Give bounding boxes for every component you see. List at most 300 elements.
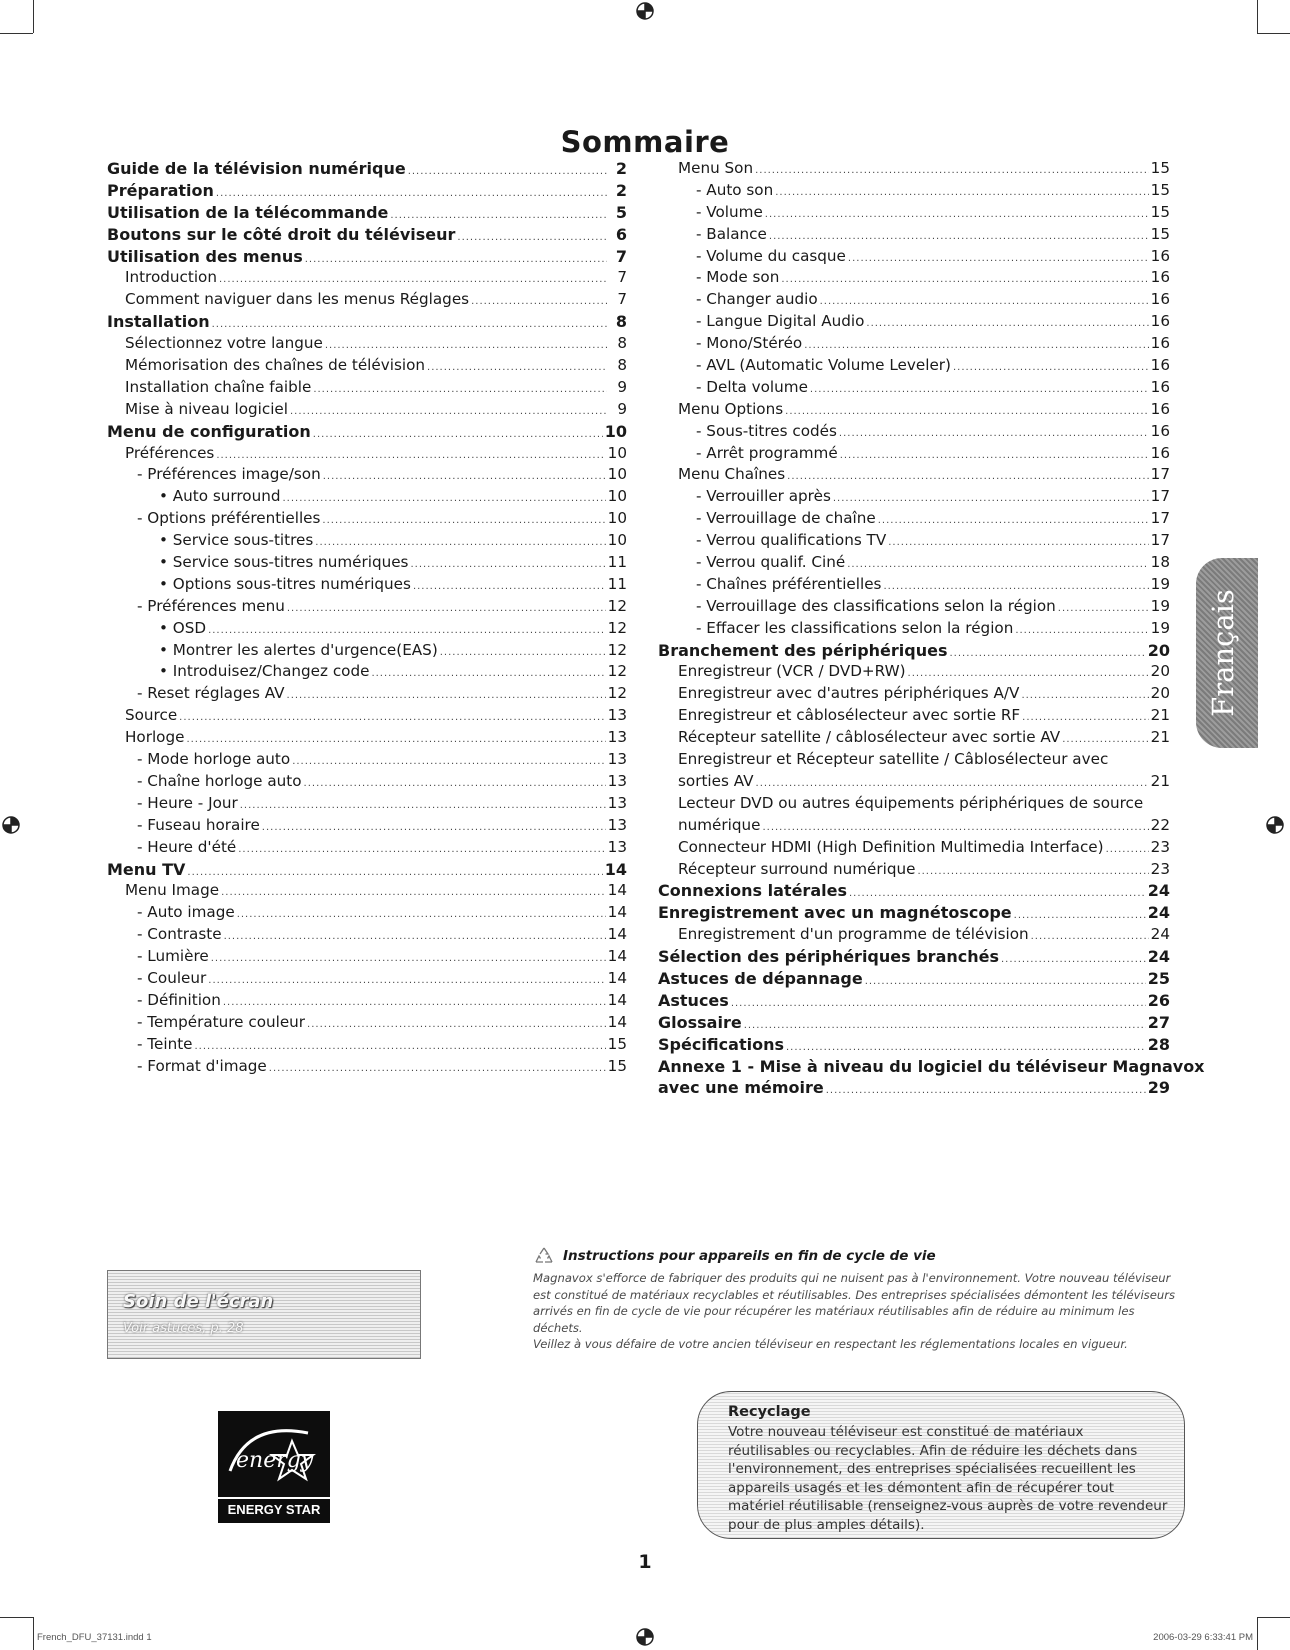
toc-entry-title: Menu de configuration [107,421,311,441]
toc-entry-page: 14 [607,947,627,966]
toc-entry-page: 16 [1150,399,1170,418]
toc-entry-page: 16 [1150,246,1170,265]
toc-dot-leader [315,532,605,554]
toc-dot-leader [195,1036,606,1058]
recycling-heading: Recyclage [728,1404,811,1420]
toc-entry-page: 12 [607,618,627,637]
toc-entry-page: 19 [1150,618,1170,637]
toc-entry-title: avec une mémoire [658,1078,824,1098]
toc-entry [658,552,1170,574]
toc-entry [658,924,1170,946]
toc-entry [658,596,1170,618]
toc-dot-leader [804,335,1148,357]
crop-mark [1257,33,1290,34]
toc-entry [658,683,1170,705]
toc-entry-title: • Auto surround [159,487,281,506]
toc-entry-page: 16 [1150,443,1170,462]
toc-entry [658,1077,1170,1099]
toc-entry-title: - Chaînes préférentielles [696,574,882,593]
toc-entry-title: - Effacer les classifications selon la région [696,618,1014,637]
toc-entry-title: Mise à niveau logiciel [125,399,288,418]
toc-entry [107,246,627,268]
toc-dot-leader [371,663,605,685]
toc-entry-title: Enregistreur (VCR / DVD+RW) [678,662,906,681]
toc-entry-page: 23 [1150,859,1170,878]
toc-entry [107,990,627,1012]
toc-entry [107,1056,627,1078]
toc-dot-leader [313,379,607,401]
toc-entry-page: 16 [1150,356,1170,375]
toc-dot-leader [305,249,607,271]
toc-entry-title: Comment naviguer dans les menus Réglages [125,290,470,309]
toc-entry-title: - Verrouiller après [696,487,831,506]
toc-dot-leader [756,773,1149,795]
toc-entry-title: • Options sous-titres numériques [159,574,411,593]
toc-entry-page: 9 [617,399,627,418]
toc-entry-page: 11 [607,574,627,593]
toc-entry [658,158,1170,180]
toc-entry [107,618,627,640]
toc-entry-title: Utilisation de la télécommande [107,202,389,222]
toc-entry [107,508,627,530]
toc-dot-leader [223,992,606,1014]
toc-entry-page: 2 [615,159,627,178]
toc-entry-page: 7 [617,268,627,287]
toc-entry-page: 7 [615,246,627,266]
toc-entry-page: 8 [617,356,627,375]
toc-entry-title: - Préférences menu [137,596,285,615]
toc-entry [658,574,1170,596]
toc-dot-leader [847,554,1148,576]
toc-dot-leader [237,904,606,926]
toc-entry-page: 6 [615,224,627,244]
toc-entry-page: 12 [607,684,627,703]
toc-entry-page: 17 [1150,509,1170,528]
toc-entry [107,1034,627,1056]
toc-entry [107,443,627,465]
toc-entry-page: 10 [607,531,627,550]
toc-entry-title: - Format d'image [137,1056,267,1075]
toc-entry [107,640,627,662]
toc-entry-page: 29 [1147,1078,1170,1098]
toc-entry-page: 8 [615,312,627,332]
toc-entry-title: - Langue Digital Audio [696,312,865,331]
toc-entry-page: 20 [1150,684,1170,703]
toc-entry [658,640,1170,662]
crop-mark [0,1617,33,1618]
toc-entry-page: 16 [1150,421,1170,440]
crop-mark [1257,0,1258,33]
toc-entry-title: • Service sous-titres [159,531,314,550]
screen-care-title: Soin de l'écran [123,1291,274,1312]
toc-dot-leader [413,576,606,598]
toc-entry-title: Menu Chaînes [678,465,786,484]
toc-dot-leader [917,861,1148,883]
toc-entry-page: 24 [1147,947,1170,967]
toc-dot-leader [179,707,606,729]
toc-dot-leader [781,269,1148,291]
toc-entry-page: 17 [1150,465,1170,484]
toc-entry-title: - Température couleur [137,1012,306,1031]
toc-entry-title: Installation chaîne faible [125,377,312,396]
toc-entry-page: 12 [607,596,627,615]
toc-entry [107,902,627,924]
toc-entry [658,793,1170,815]
energy-star-icon [218,1411,330,1489]
toc-entry-page: 15 [1150,159,1170,177]
toc-entry-page: 15 [1150,224,1170,243]
toc-entry [658,705,1170,727]
toc-dot-leader [304,773,606,795]
toc-entry-title: sorties AV [678,771,754,790]
toc-dot-leader [307,1014,606,1036]
toc-entry-title: Sélection des périphériques branchés [658,947,999,967]
screen-care-subtitle: Voir astuces, p. 28 [123,1321,244,1336]
toc-entry-page: 7 [617,290,627,309]
toc-dot-leader [457,227,607,249]
toc-entry [107,486,627,508]
energy-star-label: ENERGY STAR [218,1497,330,1517]
end-of-life-heading [533,1246,1178,1266]
toc-entry-page: 24 [1147,881,1170,901]
toc-entry-page: 16 [1150,268,1170,287]
toc-entry [107,880,627,902]
energy-script: energy [236,1448,314,1473]
toc-entry [107,596,627,618]
toc-dot-leader [187,862,602,884]
toc-entry [107,180,627,202]
toc-entry [658,618,1170,640]
toc-entry-title: Annexe 1 - Mise à niveau du logiciel du téléviseur Magnavox [658,1056,1205,1076]
toc-entry [658,880,1170,902]
toc-entry-title: Astuces [658,990,729,1010]
toc-entry-page: 22 [1150,815,1170,834]
toc-entry-title: Enregistreur avec d'autres périphériques A/V [678,684,1020,703]
toc-entry-page: 15 [1150,180,1170,199]
toc-right-column [658,158,1205,1099]
toc-entry-page: 19 [1150,574,1170,593]
toc-entry-title: Préparation [107,180,214,200]
toc-entry-title: - Auto image [137,903,235,922]
toc-dot-leader [211,948,606,970]
toc-entry-page: 10 [607,509,627,528]
toc-entry [107,793,627,815]
toc-dot-leader [953,357,1149,379]
toc-entry-page: 10 [607,487,627,506]
crop-mark [33,1617,34,1650]
toc-entry-title: - Verrouillage des classifications selon la région [696,596,1056,615]
toc-entry-title: - Volume du casque [696,246,846,265]
toc-dot-leader [883,576,1148,598]
toc-entry [107,399,627,421]
end-of-life-notice [533,1246,1178,1353]
toc-entry-page: 8 [617,334,627,353]
toc-dot-leader [290,401,607,423]
toc-entry [107,705,627,727]
toc-entry-page: 15 [607,1056,627,1075]
toc-dot-leader [762,817,1148,839]
toc-entry [107,377,627,399]
toc-entry [107,771,627,793]
toc-entry [658,727,1170,749]
toc-entry-page: 14 [607,968,627,987]
toc-entry [658,902,1170,924]
toc-entry [658,1056,1205,1078]
toc-entry [658,771,1170,793]
toc-entry-page: 15 [1150,202,1170,221]
toc-entry-title: Lecteur DVD ou autres équipements périphériques de source [678,793,1144,812]
screen-care-box [107,1270,421,1359]
toc-entry-page: 20 [1150,662,1170,681]
registration-mark-icon [0,814,22,836]
toc-entry-title: Connecteur HDMI (High Definition Multimedia Interface) [678,837,1104,856]
toc-dot-leader [292,751,605,773]
toc-entry-title: Enregistrement avec un magnétoscope [658,903,1012,923]
toc-entry [107,837,627,859]
toc-entry [107,552,627,574]
crop-mark [1257,1617,1290,1618]
footer-timestamp: 2006-03-29 6:33:41 PM [1153,1632,1253,1643]
end-of-life-body-2: Veillez à vous défaire de votre ancien téléviseur en respectant les réglementations locales en vigueur. [533,1337,1128,1351]
crop-mark [1257,1617,1258,1650]
toc-entry-page: 5 [615,202,627,222]
toc-entry-title: Horloge [125,728,185,747]
toc-entry-title: Menu Son [678,159,754,177]
toc-entry-page: 2 [615,180,627,200]
toc-dot-leader [262,817,606,839]
toc-entry [658,377,1170,399]
toc-dot-leader [313,424,603,446]
toc-entry-title: Préférences [125,443,215,462]
toc-entry-page: 21 [1150,728,1170,747]
toc-dot-leader [833,488,1149,510]
toc-entry [107,311,627,333]
toc-dot-leader [323,466,606,488]
toc-entry-page: 24 [1150,925,1170,944]
end-of-life-heading-text: Instructions pour appareils en fin de cycle de vie [563,1248,936,1264]
toc-entry-title: - Arrêt programmé [696,443,838,462]
toc-entry-page: 14 [604,859,627,879]
toc-entry-page: 14 [607,990,627,1009]
toc-entry [658,443,1170,465]
toc-dot-leader [1106,839,1149,861]
toc-entry-page: 10 [607,443,627,462]
toc-entry-page: 15 [607,1034,627,1053]
toc-entry-title: Enregistreur et Récepteur satellite / Câblosélecteur avec [678,750,1109,769]
toc-entry [658,837,1170,859]
toc-entry [658,508,1170,530]
toc-entry-page: 17 [1150,487,1170,506]
toc-dot-leader [1031,926,1149,948]
toc-entry [107,661,627,683]
toc-dot-leader [765,204,1149,226]
toc-entry-title: • Montrer les alertes d'urgence(EAS) [159,640,438,659]
toc-entry [658,968,1170,990]
toc-entry-title: • Introduisez/Changez code [159,662,370,681]
toc-entry-page: 13 [607,728,627,747]
toc-entry-title: - Mono/Stéréo [696,334,803,353]
toc-entry-title: - Mode son [696,268,780,287]
toc-entry-page: 16 [1150,334,1170,353]
toc-entry [658,267,1170,289]
toc-dot-leader [283,488,606,510]
toc-dot-leader [1021,685,1148,707]
toc-entry-page: 28 [1147,1034,1170,1054]
toc-entry-page: 14 [607,903,627,922]
toc-entry-title: - Chaîne horloge auto [137,771,302,790]
toc-entry-title: Branchement des périphériques [658,640,948,660]
toc-entry-page: 10 [607,465,627,484]
toc-dot-leader [471,291,607,313]
toc-entry-title: - Préférences image/son [137,465,321,484]
toc-entry-page: 9 [617,377,627,396]
toc-dot-leader [848,248,1149,270]
toc-entry-title: Introduction [125,268,217,287]
toc-entry-title: Glossaire [658,1012,742,1032]
recycle-icon [533,1246,555,1266]
toc-entry-page: 10 [604,421,627,441]
toc-dot-leader [820,291,1149,313]
toc-dot-leader [744,1015,1146,1037]
toc-entry-title: - Heure d'été [137,837,237,856]
toc-dot-leader [755,160,1149,182]
toc-entry-title: - Couleur [137,968,207,987]
toc-dot-leader [950,643,1146,665]
toc-dot-leader [908,663,1149,685]
crop-mark [33,0,34,33]
toc-entry-title: Sélectionnez votre langue [125,334,323,353]
toc-entry [107,224,627,246]
toc-entry-page: 13 [607,750,627,769]
toc-dot-leader [775,182,1148,204]
toc-entry-page: 12 [607,662,627,681]
toc-entry-page: 11 [607,553,627,572]
toc-entry-title: - Fuseau horaire [137,815,260,834]
toc-dot-leader [410,554,605,576]
toc-entry-title: - Changer audio [696,290,818,309]
toc-entry-title: Utilisation des menus [107,246,303,266]
toc-entry-title: - Verrouillage de chaîne [696,509,876,528]
toc-entry-title: Source [125,706,178,725]
toc-entry [658,246,1170,268]
toc-dot-leader [238,839,605,861]
toc-entry [658,1034,1170,1056]
toc-entry [658,530,1170,552]
end-of-life-body: Magnavox s'efforce de fabriquer des produits qui ne nuisent pas à l'environnement. Votre nouveau téléviseur est constitué de matériaux recyclables et réutilisables. Des entreprises spécialisées démontent les téléviseurs arrivés en fin de cycle de vie pour récupérer les matériaux réutilisables afin de réduire au minimum les déchets. [533,1271,1176,1335]
crop-mark [0,33,33,34]
toc-entry-page: 13 [607,706,627,725]
toc-entry [107,859,627,881]
toc-entry-page: 14 [607,881,627,900]
toc-entry-title: - Lumière [137,947,209,966]
toc-dot-leader [787,466,1149,488]
toc-entry-page: 26 [1147,990,1170,1010]
toc-dot-leader [224,926,606,948]
toc-entry-page: 14 [607,1012,627,1031]
toc-entry [658,180,1170,202]
toc-entry [107,727,627,749]
toc-entry-title: Astuces de dépannage [658,968,863,988]
toc-entry-page: 23 [1150,837,1170,856]
toc-entry [658,355,1170,377]
toc-entry-title: Boutons sur le côté droit du téléviseur [107,224,456,244]
toc-entry [658,224,1170,246]
toc-entry [107,683,627,705]
toc-dot-leader [440,642,606,664]
toc-entry-page: 27 [1147,1012,1170,1032]
toc-entry [658,399,1170,421]
toc-entry [107,267,627,289]
toc-entry-title: - Volume [696,202,763,221]
toc-entry [107,530,627,552]
toc-entry [658,859,1170,881]
toc-dot-leader [1062,729,1148,751]
toc-dot-leader [427,357,607,379]
toc-dot-leader [878,510,1149,532]
toc-entry-page: 17 [1150,531,1170,550]
toc-entry-page: 13 [607,771,627,790]
toc-entry-title: Enregistreur et câblosélecteur avec sortie RF [678,706,1021,725]
toc-dot-leader [208,620,606,642]
toc-entry-title: Connexions latérales [658,881,847,901]
toc-entry-page: 13 [607,793,627,812]
toc-entry-title: - Options préférentielles [137,509,321,528]
toc-entry-page: 16 [1150,377,1170,396]
toc-entry [107,464,627,486]
toc-dot-leader [269,1058,606,1080]
toc-dot-leader [216,445,605,467]
toc-entry-title: Enregistrement d'un programme de télévision [678,925,1029,944]
toc-dot-leader [221,882,606,904]
toc-entry [658,421,1170,443]
toc-entry-title: Mémorisation des chaînes de télévision [125,356,426,375]
toc-dot-leader [287,598,606,620]
toc-entry-title: - Verrou qualif. Ciné [696,553,846,572]
toc-entry [107,355,627,377]
toc-dot-leader [1015,620,1148,642]
toc-entry [107,968,627,990]
toc-entry-page: 16 [1150,312,1170,331]
toc-left-column [107,158,627,1077]
toc-entry-title: • OSD [159,618,207,637]
toc-entry [107,946,627,968]
toc-entry-title: Menu Options [678,399,784,418]
toc-dot-leader [287,685,606,707]
toc-entry-title: - Heure - Jour [137,793,238,812]
toc-entry-page: 21 [1150,706,1170,725]
toc-dot-leader [186,729,605,751]
toc-entry [658,749,1170,771]
toc-entry-title: Menu TV [107,859,186,879]
toc-entry-title: - Teinte [137,1034,193,1053]
toc-entry-page: 13 [607,837,627,856]
toc-entry-title: numérique [678,815,761,834]
toc-entry-title: Récepteur satellite / câblosélecteur avec sortie AV [678,728,1061,747]
toc-entry-title: - Reset réglages AV [137,684,285,703]
toc-entry-page: 20 [1147,640,1170,660]
toc-entry-title: - Contraste [137,925,222,944]
toc-entry [107,1012,627,1034]
toc-dot-leader [219,269,607,291]
footer-file: French_DFU_37131.indd 1 [37,1632,152,1643]
toc-dot-leader [325,335,607,357]
registration-mark-icon [1264,814,1286,836]
toc-dot-leader [785,401,1149,423]
toc-entry [658,311,1170,333]
toc-dot-leader [810,379,1149,401]
registration-mark-icon [634,0,656,22]
toc-dot-leader [866,313,1148,335]
